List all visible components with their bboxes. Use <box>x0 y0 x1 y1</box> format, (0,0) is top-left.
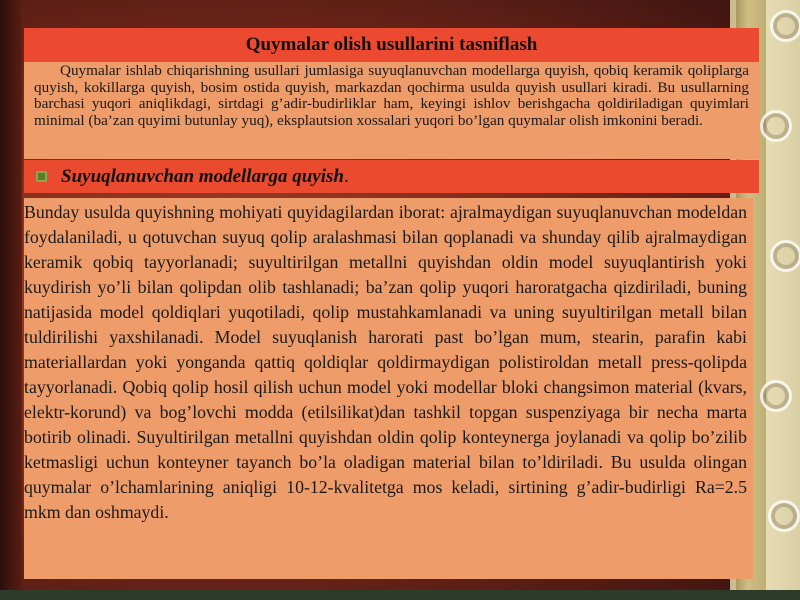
left-edge-shade <box>0 0 22 600</box>
bottom-band <box>0 590 800 600</box>
square-bullet-icon <box>36 171 47 182</box>
section-title: Suyuqlanuvchan modellarga quyish <box>61 165 344 187</box>
flower-ornament-icon <box>760 380 792 412</box>
section-title-punctuation: . <box>343 165 349 187</box>
flower-ornament-icon <box>760 110 792 142</box>
flower-ornament-icon <box>768 500 800 532</box>
flower-ornament-icon <box>770 10 800 42</box>
flower-ornament-icon <box>770 240 800 272</box>
slide-title: Quymalar olish usullarini tasniflash <box>24 28 759 62</box>
section-header <box>24 160 759 193</box>
body-paragraph: Bunday usulda quyishning mohiyati quyidagilardan iborat: ajralmaydigan suyuqlanuvchan modeldan foydalaniladi, u qotuvchan suyuq qolip aralashmasi bilan qoplanadi va shunday qilib ajralmaydigan keramik qobiq tayyorlanadi; suyultirilgan metallni quyishdan oldin model suyuqlantirish yoki kuydirish yo’li bilan qolipdan olib tashlanadi; ba’zan qolip yuqori haroratgacha qizdiriladi, buning natijasida model qoldiqlari yuqotiladi, qolip mustahkamlanadi va uning suyultirilgan metall bilan tuldirilishi yaxshilanadi. Model suyuqlanish harorati past bo’lgan mum, stearin, parafin kabi materiallardan yoki yonganda qattiq qoldiqlar qoldirmaydigan polistiroldan metall press-qolipda tayyorlanadi. Qobiq qolip hosil qilish uchun model yoki modellar bloki changsimon material (kvars, elektr-korund) va bog’lovchi modda (etilsilikat)dan tashkil topgan suspenziyaga bir necha marta botirib olinadi. Suyultirilgan metallni quyishdan oldin qolip konteynerga joylanadi va qolip bo’zilib ketmasligi uchun konteyner tayanch bo’la oladigan material bilan to’ldiriladi. Bu usulda olingan quymalar o’lchamlarining aniqligi 10-12-kvalitetga mos keladi, sirtining g’adir-budirligi Ra=2.5 mkm dan oshmaydi. <box>24 202 747 522</box>
intro-paragraph: Quymalar ishlab chiqarishning usullari jumlasiga suyuqlanuvchan modellarga quyish, qobiq keramik qoliplarga quyish, kokillarga quyish, bosim ostida quyish, markazdan qochirma usulda quyish usullari kiradi. Bu usullarning barchasi yuqori aniqlikdagi, sirtdagi g’adir-budirliklar ham, keyingi ishlov berishgacha qoldiriladigan quyimlari minimal (ba’zan quyimi butunlay yuq), eksplautsion xossalari yuqori bo’lgan quymalar olish imkonini beradi. <box>24 62 759 159</box>
body-text-box <box>24 198 753 579</box>
